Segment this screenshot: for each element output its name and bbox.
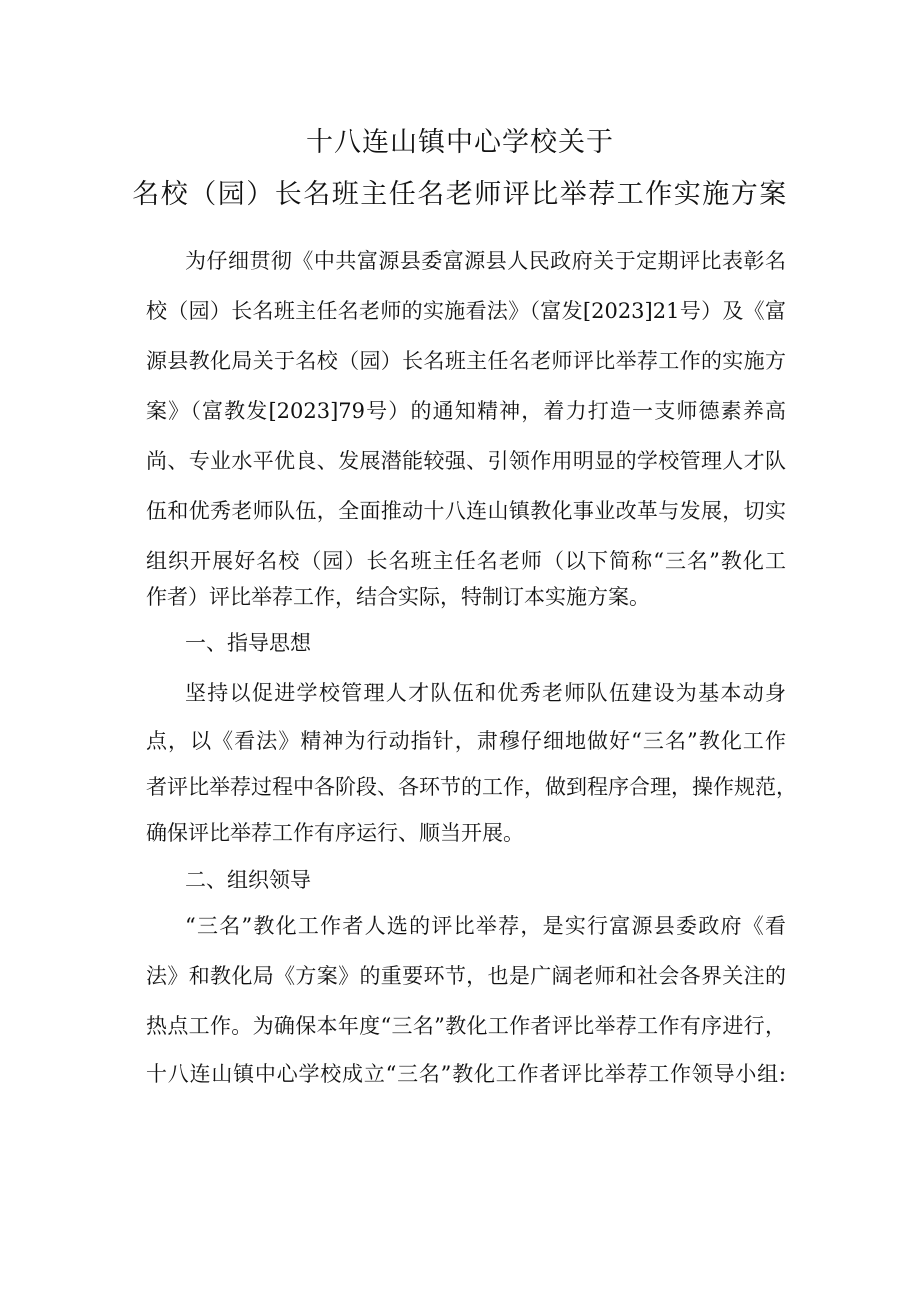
section1-line: 点，以《看法》精神为行动指针，肃穆仔细地做好“三名”教化工作 — [146, 729, 786, 753]
section-heading-guiding-ideology: 一、指导思想 — [185, 631, 311, 655]
intro-line: 案》（富教发[2023]79号）的通知精神，着力打造一支师德素养高 — [146, 399, 786, 423]
section2-line: “三名”教化工作者人选的评比举荐，是实行富源县委政府《看 — [185, 914, 786, 938]
intro-line: 尚、专业水平优良、发展潜能较强、引领作用明显的学校管理人才队 — [146, 449, 786, 473]
document-title-line-2: 名校（园）长名班主任名老师评比举荐工作实施方案 — [132, 179, 788, 210]
section1-line: 确保评比举荐工作有序运行、顺当开展。 — [146, 821, 524, 845]
section1-line: 者评比举荐过程中各阶段、各环节的工作，做到程序合理，操作规范， — [146, 775, 797, 799]
section2-line: 法》和教化局《方案》的重要环节，也是广阔老师和社会各界关注的 — [146, 964, 786, 988]
document-title-line-1: 十八连山镇中心学校关于 — [306, 127, 614, 158]
intro-line: 校（园）长名班主任名老师的实施看法》（富发[2023]21号）及《富 — [146, 299, 786, 323]
intro-line: 作者）评比举荐工作，结合实际，特制订本实施方案。 — [146, 585, 650, 609]
section-heading-organization: 二、组织领导 — [185, 868, 311, 892]
section2-line: 热点工作。为确保本年度“三名”教化工作者评比举荐工作有序进行， — [146, 1014, 786, 1038]
intro-line: 源县教化局关于名校（园）长名班主任名老师评比举荐工作的实施方 — [146, 349, 786, 373]
intro-line: 伍和优秀老师队伍，全面推动十八连山镇教化事业改革与发展，切实 — [146, 499, 786, 523]
intro-line: 为仔细贯彻《中共富源县委富源县人民政府关于定期评比表彰名 — [185, 249, 786, 273]
section2-line: 十八连山镇中心学校成立“三名”教化工作者评比举荐工作领导小组: — [146, 1062, 786, 1086]
intro-line: 组织开展好名校（园）长名班主任名老师（以下简称“三名”教化工 — [146, 549, 786, 573]
section1-line: 坚持以促进学校管理人才队伍和优秀老师队伍建设为基本动身 — [185, 681, 786, 705]
